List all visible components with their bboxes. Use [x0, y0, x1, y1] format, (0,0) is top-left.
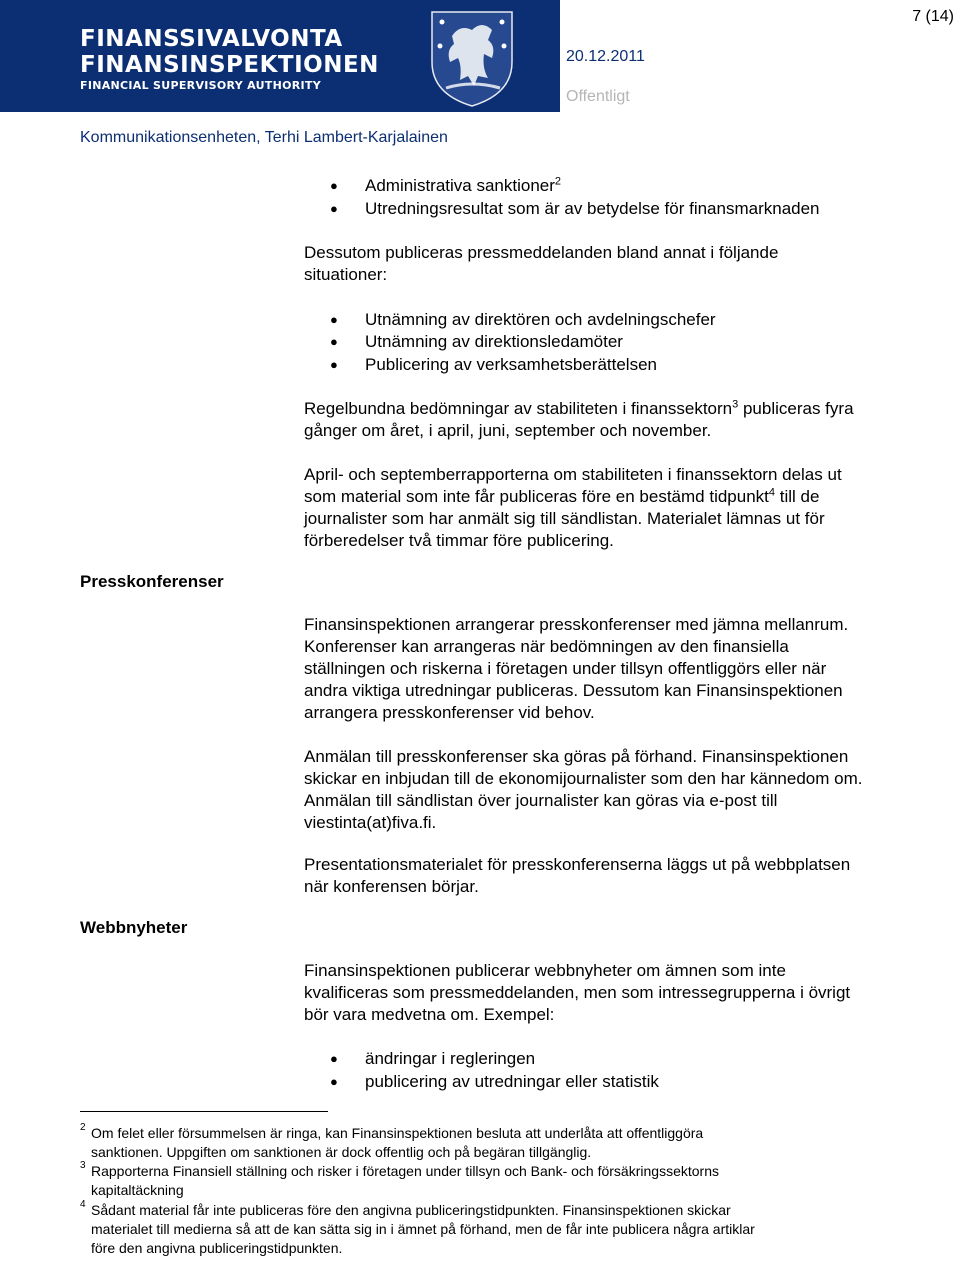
footnote-divider [80, 1111, 328, 1112]
paragraph-line: skickar en inbjudan till de ekonomijournalister som den har kännedom om. [304, 769, 863, 788]
classification-label: Offentligt [566, 88, 630, 105]
department-author: Kommunikationsenheten, Terhi Lambert-Karjalainen [80, 129, 448, 146]
footnote-text: sanktionen. Uppgiften om sanktionen är dock offentlig och på begäran tillgänglig. [91, 1144, 592, 1160]
paragraph-line: andra viktiga utredningar publiceras. Dessutom kan Finansinspektionen [304, 681, 843, 700]
paragraph-line: ställningen och riskerna i företagen under tillsyn offentliggörs eller när [304, 659, 827, 678]
footnote-text: Rapporterna Finansiell ställning och risker i företagen under tillsyn och Bank- och försäkringssektorns [91, 1163, 719, 1179]
paragraph-line: kvalificeras som pressmeddelanden, men som intressegrupperna i övrigt [304, 983, 851, 1002]
bullet-icon: ● [330, 1074, 338, 1089]
paragraph-line: Anmälan till sändlistan över journalister kan göras via e-post till [304, 791, 778, 810]
paragraph-line: Finansinspektionen arrangerar presskonferenser med jämna mellanrum. [304, 615, 849, 634]
footnote-number: 2 [80, 1122, 86, 1133]
header-banner [0, 0, 560, 112]
paragraph-line: som material som inte får publiceras före en bestämd tidpunkt$^4$ till de [304, 486, 820, 506]
paragraph-line: situationer: [304, 265, 388, 284]
footnote-text: Om felet eller försummelsen är ringa, kan Finansinspektionen besluta att underlåta att offentliggöra [91, 1125, 704, 1141]
section-heading-presskonferenser: Presskonferenser [80, 572, 224, 591]
paragraph-line: förberedelser två timmar före publicering. [304, 531, 614, 550]
footnote-text: kapitaltäckning [91, 1182, 184, 1198]
paragraph-line: April- och septemberrapporterna om stabiliteten i finanssektorn delas ut [304, 465, 842, 484]
document-date: 20.12.2011 [566, 48, 645, 65]
page-number: 7 (14) [912, 8, 954, 25]
bullet-icon: ● [330, 334, 338, 349]
list-item: publicering av utredningar eller statistik [365, 1072, 659, 1091]
bullet-icon: ● [330, 1051, 338, 1066]
paragraph-line: Finansinspektionen publicerar webbnyheter om ämnen som inte [304, 961, 786, 980]
paragraph-line: när konferensen börjar. [304, 877, 479, 896]
paragraph-line: gånger om året, i april, juni, september och november. [304, 421, 712, 440]
paragraph-line: arrangera presskonferenser vid behov. [304, 703, 595, 722]
footnote-text: materialet till medierna så att de kan sätta sig in i ämnet på förhand, men de får inte publicera några artiklar [91, 1221, 755, 1237]
paragraph-line: viestinta(at)fiva.fi. [304, 813, 437, 832]
paragraph-line: journalister som har anmält sig till sändlistan. Materialet lämnas ut för [304, 509, 825, 528]
paragraph-line: Konferenser kan arrangeras när bedömningen av den finansiella [304, 637, 789, 656]
footnote [80, 1162, 930, 1200]
bullet-icon: ● [330, 357, 338, 372]
section-heading-webbnyheter: Webbnyheter [80, 918, 188, 937]
logo-line-1: FINANSSIVALVONTA [80, 26, 343, 52]
footnote-number: 4 [80, 1199, 86, 1210]
list-item: Utredningsresultat som är av betydelse för finansmarknaden [365, 199, 820, 218]
list-item: Publicering av verksamhetsberättelsen [365, 355, 657, 374]
lion-emblem-icon [422, 6, 522, 110]
bullet-icon: ● [330, 312, 338, 327]
bullet-icon: ● [330, 178, 338, 193]
list-item: ändringar i regleringen [365, 1049, 536, 1068]
footnote-number: 3 [80, 1160, 86, 1171]
bullet-icon: ● [330, 201, 338, 216]
list-item: Utnämning av direktionsledamöter [365, 332, 623, 351]
paragraph-line: bör vara medvetna om. Exempel: [304, 1005, 555, 1024]
footnote-text: före den angivna publiceringstidpunkten. [91, 1240, 343, 1256]
paragraph-line: Regelbundna bedömningar av stabiliteten i finanssektorn$^3$ publiceras fyra [304, 398, 854, 418]
footnote [80, 1124, 930, 1162]
logo-line-2: FINANSINSPEKTIONEN [80, 52, 379, 78]
paragraph-line: Dessutom publiceras pressmeddelanden bland annat i följande [304, 243, 779, 262]
logo [80, 26, 379, 94]
footnote [80, 1201, 930, 1258]
logo-line-3: FINANCIAL SUPERVISORY AUTHORITY [80, 79, 321, 92]
paragraph-line: Anmälan till presskonferenser ska göras på förhand. Finansinspektionen [304, 747, 849, 766]
list-item: Utnämning av direktören och avdelningschefer [365, 310, 716, 329]
footnote-text: Sådant material får inte publiceras före den angivna publiceringstidpunkten. Finansinspektionen skickar [91, 1202, 731, 1218]
paragraph-line: Presentationsmaterialet för presskonferenserna läggs ut på webbplatsen [304, 855, 851, 874]
list-item: Administrativa sanktioner$^2$ [365, 175, 562, 195]
